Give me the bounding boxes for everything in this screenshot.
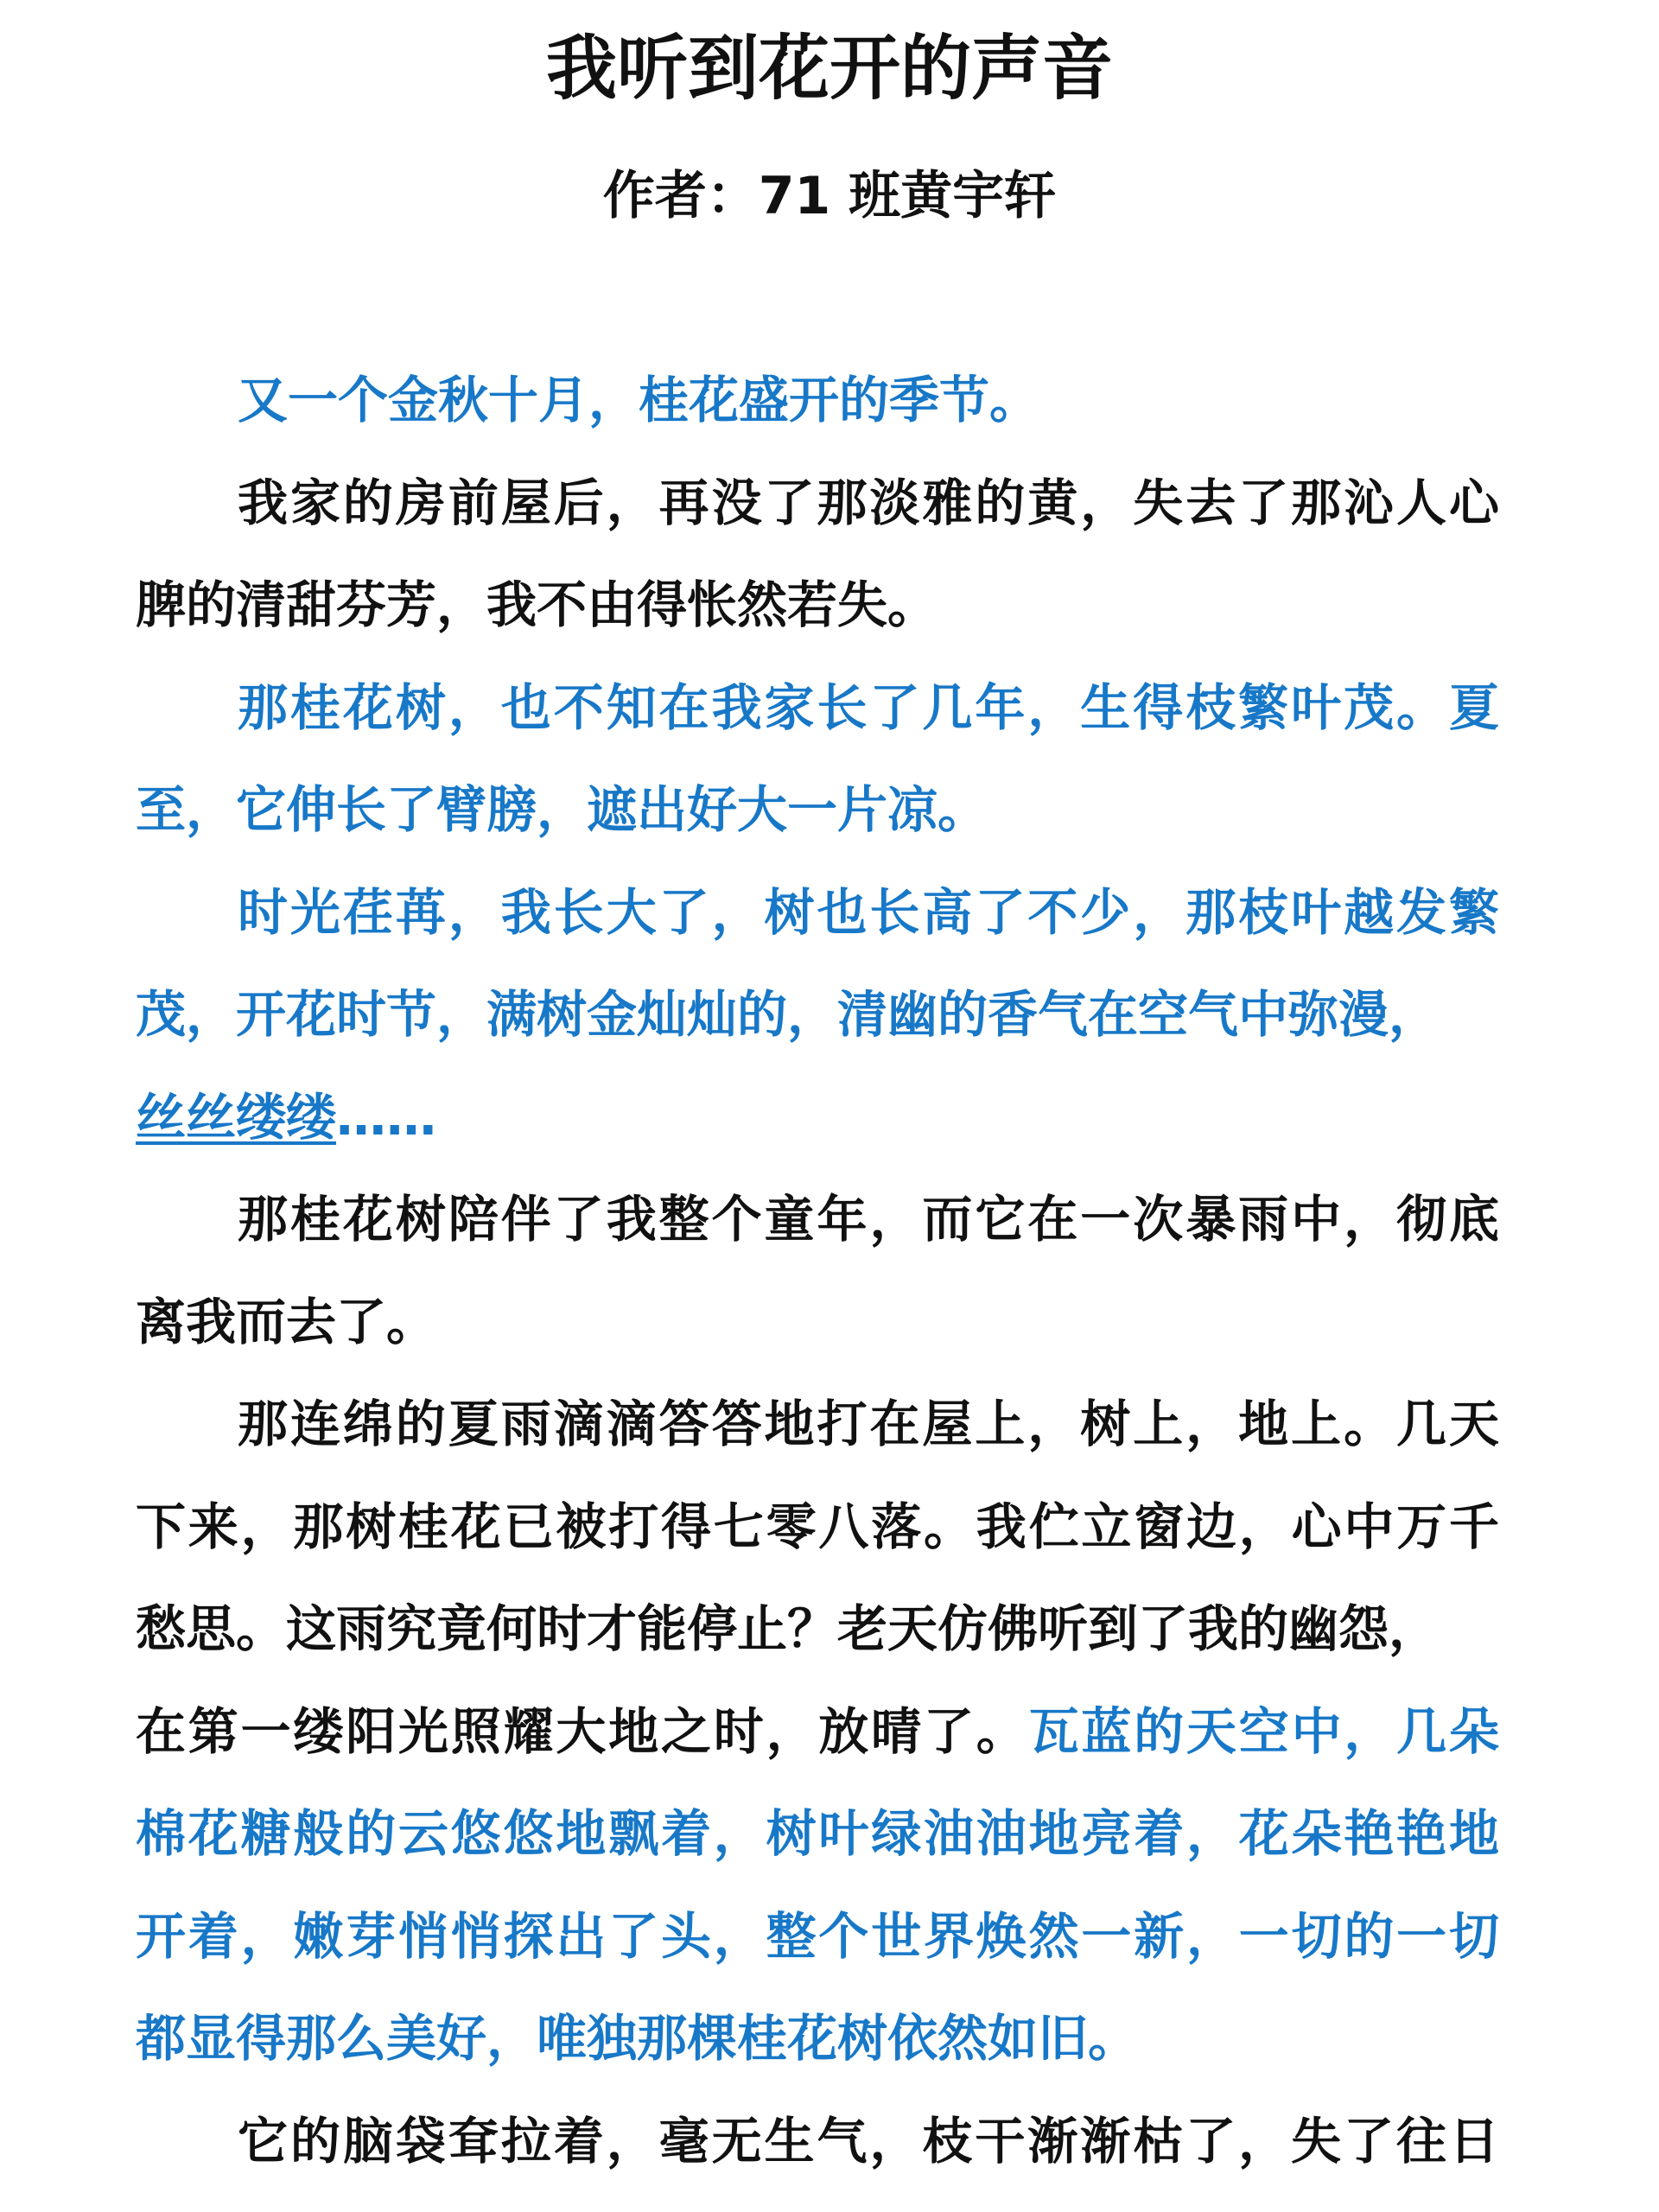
text-segment: 离我而去了。 bbox=[136, 1292, 437, 1351]
paragraph-4-line bbox=[136, 1066, 1499, 1169]
paragraph-6-line bbox=[136, 1885, 1499, 1988]
paragraph-4-line bbox=[136, 963, 1499, 1066]
author-line: 作者：71 班黄宇轩 bbox=[602, 166, 1057, 226]
text-segment: …… bbox=[336, 1087, 437, 1147]
paragraph-4-line bbox=[136, 861, 1499, 964]
text-segment: 那连绵的夏雨滴滴答答地打在屋上，树上，地上。几天 bbox=[238, 1395, 1499, 1453]
paragraph-6-line bbox=[136, 1987, 1499, 2090]
paragraph-6-line bbox=[136, 1476, 1499, 1579]
paragraph-5-line bbox=[136, 1271, 1499, 1374]
text-segment: 那桂花树陪伴了我整个童年，而它在一次暴雨中，彻底 bbox=[238, 1190, 1499, 1249]
underlined-text: 丝丝缕缕 bbox=[136, 1087, 337, 1147]
text-segment: 在第一缕阳光照耀大地之时，放晴了。 bbox=[136, 1701, 1029, 1761]
text-segment: 棉花糖般的云悠悠地飘着，树叶绿油油地亮着，花朵艳艳地 bbox=[136, 1804, 1499, 1863]
text-segment: 都显得那么美好，唯独那棵桂花树依然如旧。 bbox=[136, 2009, 1139, 2068]
paragraph-3-line bbox=[136, 657, 1499, 760]
article-body bbox=[136, 349, 1499, 2192]
text-segment: 茂，开花时节，满树金灿灿的，清幽的香气在空气中弥漫， bbox=[136, 985, 1440, 1044]
text-segment: 脾的清甜芬芳，我不由得怅然若失。 bbox=[136, 575, 938, 634]
text-segment: 瓦蓝的天空中，几朵 bbox=[1028, 1701, 1499, 1761]
paragraph-3-line bbox=[136, 759, 1499, 861]
text-segment: 它的脑袋耷拉着，毫无生气，枝干渐渐枯了，失了往日 bbox=[238, 2111, 1499, 2171]
text-segment: 开着，嫩芽悄悄探出了头，整个世界焕然一新，一切的一切 bbox=[136, 1906, 1499, 1966]
text-segment: 下来，那树桂花已被打得七零八落。我伫立窗边，心中万千 bbox=[136, 1497, 1499, 1556]
text-segment: 至，它伸长了臂膀，遮出好大一片凉。 bbox=[136, 780, 988, 839]
article-title: 我听到花开的声音 bbox=[545, 28, 1113, 110]
text-segment: 我家的房前屋后，再没了那淡雅的黄，失去了那沁人心 bbox=[238, 473, 1499, 532]
paragraph-6-line bbox=[136, 1373, 1499, 1476]
paragraph-2-line bbox=[136, 554, 1499, 657]
paragraph-7-line bbox=[136, 2090, 1499, 2193]
paragraph-6-line bbox=[136, 1783, 1499, 1885]
text-segment: 那桂花树，也不知在我家长了几年，生得枝繁叶茂。夏 bbox=[238, 677, 1499, 737]
paragraph-6-line bbox=[136, 1681, 1499, 1783]
paragraph-1-line bbox=[136, 349, 1499, 452]
paragraph-6-line bbox=[136, 1578, 1499, 1681]
paragraph-5-line bbox=[136, 1168, 1499, 1271]
text-segment: 愁思。这雨究竟何时才能停止？老天仿佛听到了我的幽怨， bbox=[136, 1599, 1440, 1658]
text-segment: 又一个金秋十月，桂花盛开的季节。 bbox=[238, 371, 1040, 429]
text-segment: 时光荏苒，我长大了，树也长高了不少，那枝叶越发繁 bbox=[238, 882, 1499, 942]
paragraph-2-line bbox=[136, 452, 1499, 555]
